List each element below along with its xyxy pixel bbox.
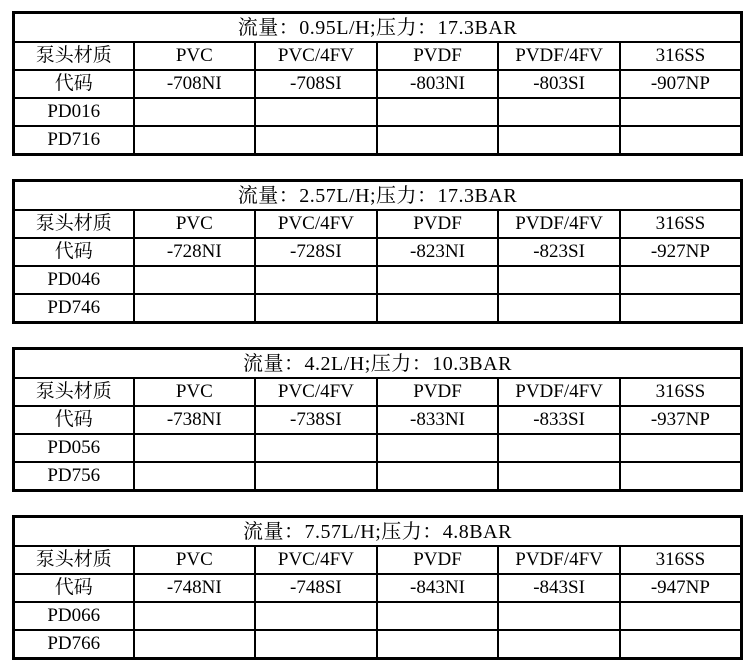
empty-cell xyxy=(377,266,499,294)
empty-cell xyxy=(255,98,377,126)
code-header-cell: 代码 xyxy=(14,238,134,266)
empty-cell xyxy=(255,434,377,462)
code-header-cell: 代码 xyxy=(14,574,134,602)
empty-cell xyxy=(498,630,620,659)
material-cell: PVDF xyxy=(377,378,499,406)
empty-cell xyxy=(620,294,742,323)
empty-cell xyxy=(620,98,742,126)
code-cell: -803SI xyxy=(498,70,620,98)
empty-cell xyxy=(620,602,742,630)
model-cell: PD056 xyxy=(14,434,134,462)
material-cell: PVC xyxy=(134,378,256,406)
material-cell: PVC/4FV xyxy=(255,210,377,238)
empty-cell xyxy=(255,294,377,323)
table-title: 流量：2.57L/H;压力：17.3BAR xyxy=(14,181,742,211)
model-row xyxy=(14,294,742,323)
spec-table-1 xyxy=(12,11,743,156)
title-row xyxy=(14,181,742,211)
material-header-cell: 泵头材质 xyxy=(14,210,134,238)
empty-cell xyxy=(498,602,620,630)
material-cell: PVC xyxy=(134,546,256,574)
title-row xyxy=(14,349,742,379)
code-row xyxy=(14,70,742,98)
empty-cell xyxy=(620,434,742,462)
title-row xyxy=(14,517,742,547)
code-cell: -937NP xyxy=(620,406,742,434)
empty-cell xyxy=(498,462,620,491)
empty-cell xyxy=(620,126,742,155)
model-row xyxy=(14,266,742,294)
empty-cell xyxy=(620,266,742,294)
table-title: 流量：7.57L/H;压力：4.8BAR xyxy=(14,517,742,547)
empty-cell xyxy=(134,294,256,323)
material-row xyxy=(14,378,742,406)
model-row xyxy=(14,98,742,126)
material-cell: 316SS xyxy=(620,546,742,574)
code-cell: -947NP xyxy=(620,574,742,602)
material-cell: 316SS xyxy=(620,378,742,406)
model-row xyxy=(14,462,742,491)
material-cell: PVC/4FV xyxy=(255,546,377,574)
code-header-cell: 代码 xyxy=(14,406,134,434)
empty-cell xyxy=(498,434,620,462)
model-cell: PD766 xyxy=(14,630,134,659)
code-cell: -738NI xyxy=(134,406,256,434)
material-header-cell: 泵头材质 xyxy=(14,546,134,574)
code-cell: -728NI xyxy=(134,238,256,266)
material-row xyxy=(14,42,742,70)
model-cell: PD756 xyxy=(14,462,134,491)
empty-cell xyxy=(255,126,377,155)
table-title: 流量：0.95L/H;压力：17.3BAR xyxy=(14,13,742,43)
material-header-cell: 泵头材质 xyxy=(14,42,134,70)
empty-cell xyxy=(377,462,499,491)
model-cell: PD066 xyxy=(14,602,134,630)
material-cell: PVDF xyxy=(377,42,499,70)
model-cell: PD746 xyxy=(14,294,134,323)
title-row xyxy=(14,13,742,43)
material-cell: PVDF/4FV xyxy=(498,378,620,406)
empty-cell xyxy=(255,602,377,630)
model-cell: PD016 xyxy=(14,98,134,126)
empty-cell xyxy=(255,630,377,659)
code-row xyxy=(14,406,742,434)
code-row xyxy=(14,238,742,266)
code-cell: -833NI xyxy=(377,406,499,434)
empty-cell xyxy=(134,98,256,126)
empty-cell xyxy=(377,294,499,323)
spec-table-4 xyxy=(12,515,743,660)
material-cell: PVC/4FV xyxy=(255,42,377,70)
empty-cell xyxy=(134,630,256,659)
code-cell: -823NI xyxy=(377,238,499,266)
material-cell: PVDF xyxy=(377,210,499,238)
code-cell: -843SI xyxy=(498,574,620,602)
material-cell: PVDF/4FV xyxy=(498,546,620,574)
material-cell: 316SS xyxy=(620,42,742,70)
empty-cell xyxy=(134,462,256,491)
empty-cell xyxy=(377,434,499,462)
code-cell: -907NP xyxy=(620,70,742,98)
code-cell: -927NP xyxy=(620,238,742,266)
material-cell: 316SS xyxy=(620,210,742,238)
empty-cell xyxy=(377,602,499,630)
model-row xyxy=(14,630,742,659)
empty-cell xyxy=(620,630,742,659)
empty-cell xyxy=(255,462,377,491)
code-header-cell: 代码 xyxy=(14,70,134,98)
code-cell: -748SI xyxy=(255,574,377,602)
code-cell: -843NI xyxy=(377,574,499,602)
empty-cell xyxy=(134,266,256,294)
material-row xyxy=(14,210,742,238)
empty-cell xyxy=(377,98,499,126)
code-cell: -823SI xyxy=(498,238,620,266)
material-cell: PVDF/4FV xyxy=(498,42,620,70)
table-title: 流量：4.2L/H;压力：10.3BAR xyxy=(14,349,742,379)
model-cell: PD046 xyxy=(14,266,134,294)
material-cell: PVDF/4FV xyxy=(498,210,620,238)
material-header-cell: 泵头材质 xyxy=(14,378,134,406)
material-cell: PVC xyxy=(134,210,256,238)
material-cell: PVC xyxy=(134,42,256,70)
empty-cell xyxy=(377,126,499,155)
model-row xyxy=(14,434,742,462)
model-row xyxy=(14,602,742,630)
empty-cell xyxy=(134,602,256,630)
spec-table-2 xyxy=(12,179,743,324)
empty-cell xyxy=(498,126,620,155)
code-cell: -708NI xyxy=(134,70,256,98)
code-row xyxy=(14,574,742,602)
material-row xyxy=(14,546,742,574)
code-cell: -748NI xyxy=(134,574,256,602)
empty-cell xyxy=(255,266,377,294)
empty-cell xyxy=(377,630,499,659)
empty-cell xyxy=(498,98,620,126)
material-cell: PVC/4FV xyxy=(255,378,377,406)
code-cell: -803NI xyxy=(377,70,499,98)
code-cell: -738SI xyxy=(255,406,377,434)
material-cell: PVDF xyxy=(377,546,499,574)
empty-cell xyxy=(134,434,256,462)
model-cell: PD716 xyxy=(14,126,134,155)
code-cell: -833SI xyxy=(498,406,620,434)
empty-cell xyxy=(498,294,620,323)
empty-cell xyxy=(620,462,742,491)
code-cell: -708SI xyxy=(255,70,377,98)
empty-cell xyxy=(498,266,620,294)
spec-table-3 xyxy=(12,347,743,492)
empty-cell xyxy=(134,126,256,155)
model-row xyxy=(14,126,742,155)
code-cell: -728SI xyxy=(255,238,377,266)
